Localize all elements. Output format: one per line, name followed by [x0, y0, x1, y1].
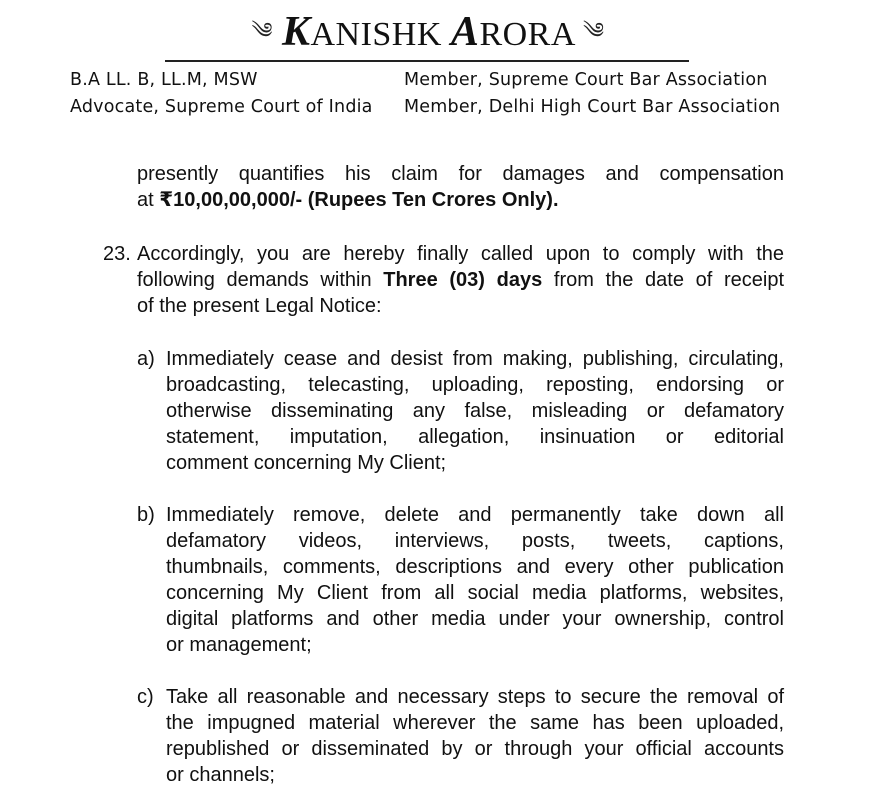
qualifications: B.A LL. B, LL.M, MSW — [70, 70, 258, 90]
deadline: Three (03) days — [383, 269, 543, 291]
clause-c: Take all reasonable and necessary steps to secure the removal of the impugned material wherever the same has been uploaded, republished or disseminated by or through your official accounts or channels; — [166, 686, 784, 786]
clause-label-a: a) — [137, 348, 155, 370]
membership-dhcba: Member, Delhi High Court Bar Association — [404, 97, 781, 117]
continued-paragraph: presently quantifies his claim for damages and compensation at ₹10,00,00,000/- (Rupees Ten Crores Only). — [137, 163, 784, 211]
ornament-left-icon: ༄ — [251, 19, 273, 44]
letterhead-name: ༄ KANISHK ARORA ༄ — [251, 8, 605, 55]
clause-label-c: c) — [137, 686, 154, 708]
damages-amount: ₹10,00,00,000/- (Rupees Ten Crores Only). — [159, 189, 559, 211]
paragraph-number: 23. — [103, 243, 131, 265]
clause-b: Immediately remove, delete and permanently take down all defamatory videos, interviews, posts, tweets, captions, thumbnails, comments, descriptions and every other publication concerning My Client from all social media platforms, websites, digital platforms and other media under your ownership, control or management; — [166, 504, 784, 656]
paragraph-23: Accordingly, you are hereby finally called upon to comply with the following demands within Three (03) days from the date of receipt of the present Legal Notice: — [137, 243, 785, 317]
designation: Advocate, Supreme Court of India — [70, 97, 373, 117]
letterhead-divider — [165, 60, 689, 62]
membership-scba: Member, Supreme Court Bar Association — [404, 70, 768, 90]
ornament-right-icon: ༄ — [583, 19, 605, 44]
clause-label-b: b) — [137, 504, 155, 526]
clause-a: Immediately cease and desist from making, publishing, circulating, broadcasting, telecasting, uploading, reposting, endorsing or otherwise disseminating any false, misleading or defamatory statement, imputation, allegation, insinuation or editorial comment concerning My Client; — [166, 348, 784, 474]
